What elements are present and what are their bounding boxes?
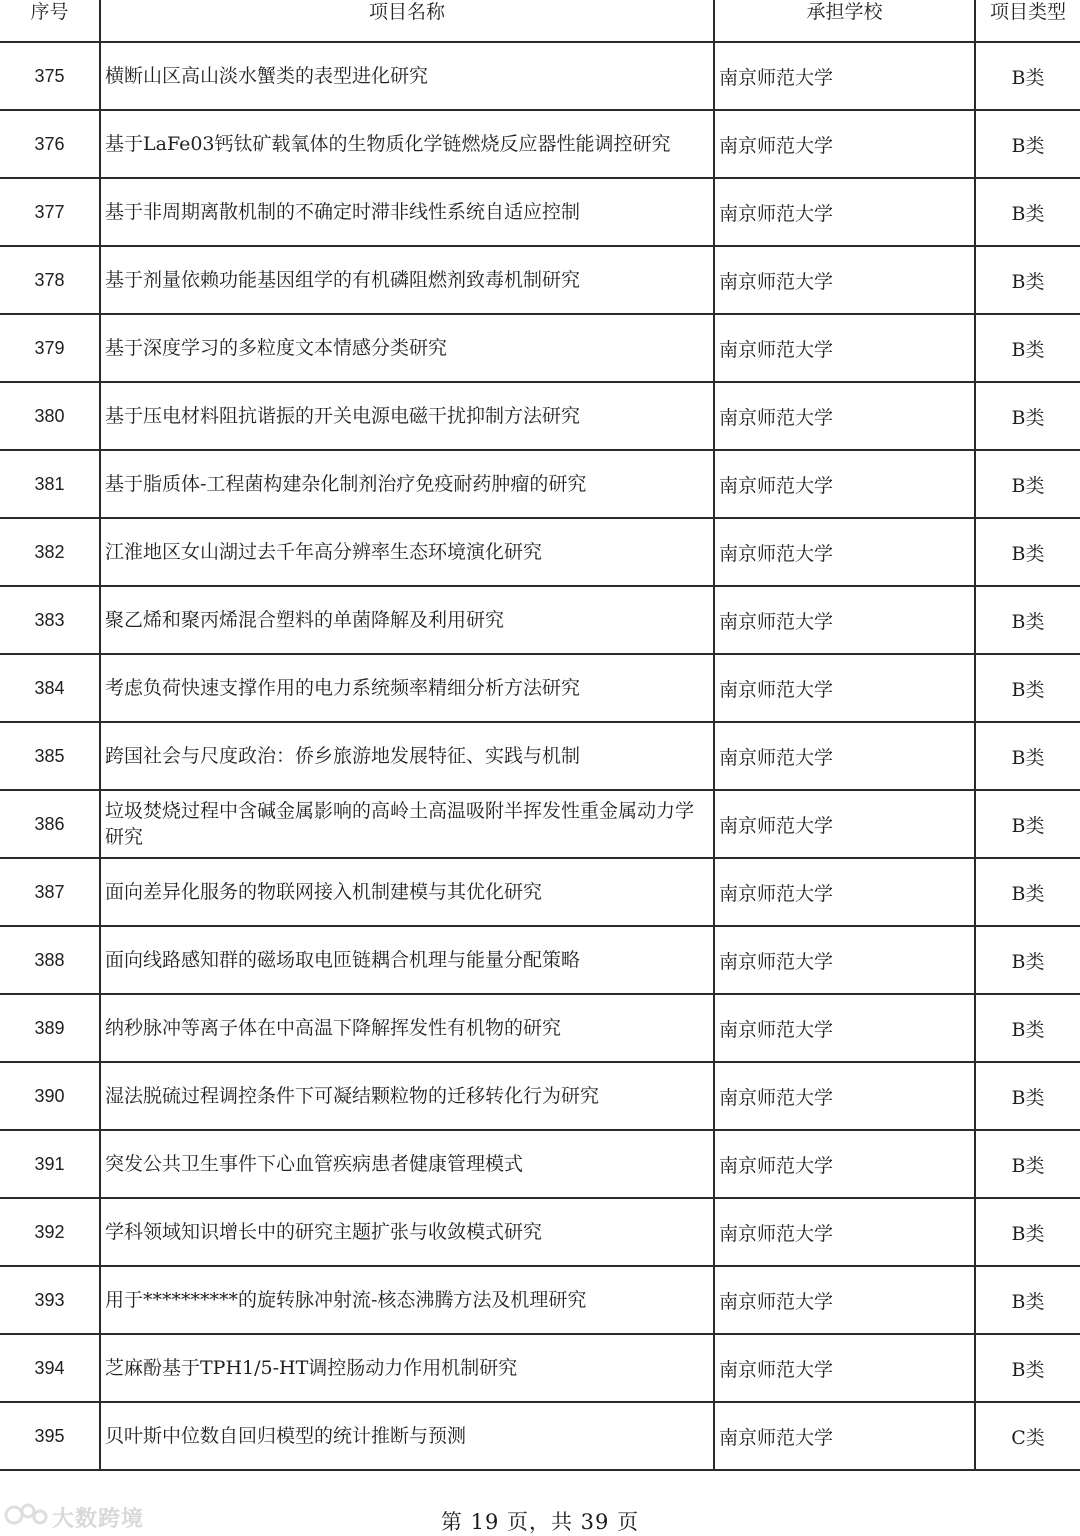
row-number: 395 bbox=[0, 1402, 100, 1470]
row-project-type: B类 bbox=[975, 42, 1080, 110]
row-project-type: B类 bbox=[975, 1198, 1080, 1266]
row-number: 378 bbox=[0, 246, 100, 314]
row-number: 375 bbox=[0, 42, 100, 110]
row-project-type: B类 bbox=[975, 790, 1080, 858]
table-row bbox=[0, 246, 1080, 314]
row-project-name: 面向差异化服务的物联网接入机制建模与其优化研究 bbox=[100, 858, 714, 926]
row-school: 南京师范大学 bbox=[714, 926, 975, 994]
row-project-name: 芝麻酚基于TPH1/5-HT调控肠动力作用机制研究 bbox=[100, 1334, 714, 1402]
row-project-type: B类 bbox=[975, 586, 1080, 654]
row-school: 南京师范大学 bbox=[714, 42, 975, 110]
row-school: 南京师范大学 bbox=[714, 790, 975, 858]
row-project-name: 聚乙烯和聚丙烯混合塑料的单菌降解及利用研究 bbox=[100, 586, 714, 654]
table-body bbox=[0, 42, 1080, 1470]
row-number: 392 bbox=[0, 1198, 100, 1266]
row-school: 南京师范大学 bbox=[714, 1062, 975, 1130]
row-number: 387 bbox=[0, 858, 100, 926]
table-row bbox=[0, 518, 1080, 586]
page-number: 第 19 页，共 39 页 bbox=[440, 1510, 640, 1534]
row-project-name: 基于LaFe03钙钛矿载氧体的生物质化学链燃烧反应器性能调控研究 bbox=[100, 110, 714, 178]
row-number: 381 bbox=[0, 450, 100, 518]
header-school: 承担学校 bbox=[714, 0, 975, 42]
table-row bbox=[0, 42, 1080, 110]
table-row bbox=[0, 382, 1080, 450]
row-project-name: 基于脂质体-工程菌构建杂化制剂治疗免疫耐药肿瘤的研究 bbox=[100, 450, 714, 518]
row-number: 385 bbox=[0, 722, 100, 790]
row-project-name: 学科领域知识增长中的研究主题扩张与收敛模式研究 bbox=[100, 1198, 714, 1266]
row-number: 383 bbox=[0, 586, 100, 654]
row-number: 390 bbox=[0, 1062, 100, 1130]
table-row bbox=[0, 178, 1080, 246]
header-no: 序号 bbox=[0, 0, 100, 42]
row-number: 388 bbox=[0, 926, 100, 994]
row-school: 南京师范大学 bbox=[714, 382, 975, 450]
row-school: 南京师范大学 bbox=[714, 246, 975, 314]
row-project-name: 基于深度学习的多粒度文本情感分类研究 bbox=[100, 314, 714, 382]
row-project-type: B类 bbox=[975, 178, 1080, 246]
row-school: 南京师范大学 bbox=[714, 518, 975, 586]
table-row bbox=[0, 722, 1080, 790]
watermark-text: 大数跨境 bbox=[52, 1506, 145, 1532]
row-project-name: 考虑负荷快速支撑作用的电力系统频率精细分析方法研究 bbox=[100, 654, 714, 722]
row-project-name: 基于剂量依赖功能基因组学的有机磷阻燃剂致毒机制研究 bbox=[100, 246, 714, 314]
header-project-name: 项目名称 bbox=[100, 0, 714, 42]
row-project-type: B类 bbox=[975, 246, 1080, 314]
row-school: 南京师范大学 bbox=[714, 654, 975, 722]
table-header bbox=[0, 0, 1080, 42]
row-project-name: 用于**********的旋转脉冲射流-核态沸腾方法及机理研究 bbox=[100, 1266, 714, 1334]
row-school: 南京师范大学 bbox=[714, 586, 975, 654]
row-project-type: B类 bbox=[975, 994, 1080, 1062]
row-number: 384 bbox=[0, 654, 100, 722]
row-project-type: B类 bbox=[975, 382, 1080, 450]
row-project-name: 江淮地区女山湖过去千年高分辨率生态环境演化研究 bbox=[100, 518, 714, 586]
row-project-type: C类 bbox=[975, 1402, 1080, 1470]
table-row bbox=[0, 586, 1080, 654]
row-school: 南京师范大学 bbox=[714, 994, 975, 1062]
table-row bbox=[0, 1402, 1080, 1470]
row-school: 南京师范大学 bbox=[714, 1402, 975, 1470]
row-school: 南京师范大学 bbox=[714, 1334, 975, 1402]
row-number: 394 bbox=[0, 1334, 100, 1402]
row-project-type: B类 bbox=[975, 518, 1080, 586]
row-school: 南京师范大学 bbox=[714, 722, 975, 790]
table-row bbox=[0, 654, 1080, 722]
row-project-name: 贝叶斯中位数自回归模型的统计推断与预测 bbox=[100, 1402, 714, 1470]
table-row bbox=[0, 790, 1080, 858]
row-project-name: 垃圾焚烧过程中含碱金属影响的高岭土高温吸附半挥发性重金属动力学研究 bbox=[100, 790, 714, 858]
row-number: 391 bbox=[0, 1130, 100, 1198]
row-project-name: 基于压电材料阻抗谐振的开关电源电磁干扰抑制方法研究 bbox=[100, 382, 714, 450]
row-project-name: 跨国社会与尺度政治：侨乡旅游地发展特征、实践与机制 bbox=[100, 722, 714, 790]
row-number: 379 bbox=[0, 314, 100, 382]
row-project-type: B类 bbox=[975, 1266, 1080, 1334]
row-project-name: 面向线路感知群的磁场取电匝链耦合机理与能量分配策略 bbox=[100, 926, 714, 994]
row-number: 380 bbox=[0, 382, 100, 450]
row-project-type: B类 bbox=[975, 314, 1080, 382]
table-row bbox=[0, 450, 1080, 518]
row-project-name: 横断山区高山淡水蟹类的表型进化研究 bbox=[100, 42, 714, 110]
row-project-type: B类 bbox=[975, 926, 1080, 994]
row-number: 377 bbox=[0, 178, 100, 246]
table-row bbox=[0, 314, 1080, 382]
row-school: 南京师范大学 bbox=[714, 178, 975, 246]
row-project-type: B类 bbox=[975, 858, 1080, 926]
row-project-name: 纳秒脉冲等离子体在中高温下降解挥发性有机物的研究 bbox=[100, 994, 714, 1062]
row-project-type: B类 bbox=[975, 654, 1080, 722]
row-school: 南京师范大学 bbox=[714, 1130, 975, 1198]
row-project-type: B类 bbox=[975, 1334, 1080, 1402]
table-row bbox=[0, 1062, 1080, 1130]
page-footer bbox=[0, 1500, 1080, 1536]
row-project-type: B类 bbox=[975, 722, 1080, 790]
table-row bbox=[0, 110, 1080, 178]
table-row bbox=[0, 994, 1080, 1062]
table-row bbox=[0, 1266, 1080, 1334]
row-school: 南京师范大学 bbox=[714, 1198, 975, 1266]
row-project-type: B类 bbox=[975, 1130, 1080, 1198]
row-school: 南京师范大学 bbox=[714, 1266, 975, 1334]
row-number: 376 bbox=[0, 110, 100, 178]
row-project-type: B类 bbox=[975, 1062, 1080, 1130]
table-row bbox=[0, 858, 1080, 926]
row-number: 389 bbox=[0, 994, 100, 1062]
row-school: 南京师范大学 bbox=[714, 858, 975, 926]
header-project-type: 项目类型 bbox=[975, 0, 1080, 42]
table-row bbox=[0, 1198, 1080, 1266]
row-project-type: B类 bbox=[975, 110, 1080, 178]
table-row bbox=[0, 926, 1080, 994]
table-row bbox=[0, 1130, 1080, 1198]
row-school: 南京师范大学 bbox=[714, 110, 975, 178]
row-number: 386 bbox=[0, 790, 100, 858]
header-row bbox=[0, 0, 1080, 42]
row-project-name: 基于非周期离散机制的不确定时滞非线性系统自适应控制 bbox=[100, 178, 714, 246]
row-project-name: 湿法脱硫过程调控条件下可凝结颗粒物的迁移转化行为研究 bbox=[100, 1062, 714, 1130]
table-row bbox=[0, 1334, 1080, 1402]
row-number: 393 bbox=[0, 1266, 100, 1334]
row-project-name: 突发公共卫生事件下心血管疾病患者健康管理模式 bbox=[100, 1130, 714, 1198]
row-number: 382 bbox=[0, 518, 100, 586]
row-school: 南京师范大学 bbox=[714, 314, 975, 382]
row-school: 南京师范大学 bbox=[714, 450, 975, 518]
row-project-type: B类 bbox=[975, 450, 1080, 518]
